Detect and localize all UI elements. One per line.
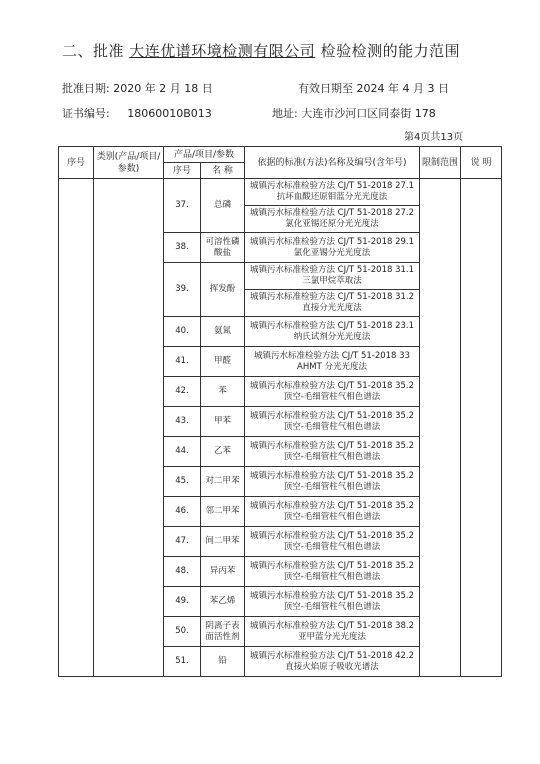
item-no: 46. (164, 497, 201, 527)
valid-until: 有效日期至 2024 年 4 月 3 日 (298, 82, 449, 95)
item-standard: 城镇污水标准检验方法 CJ/T 51-2018 31.1 三氯甲烷萃取法 (245, 263, 420, 290)
item-no: 38. (164, 233, 201, 263)
item-name: 铅 (201, 647, 245, 677)
approval-label: 批准日期: (62, 82, 110, 95)
item-no: 47. (164, 527, 201, 557)
item-standard: 城镇污水标准检验方法 CJ/T 51-2018 35.2 顶空-毛细管柱气相色谱法 (245, 467, 420, 497)
item-standard: 城镇污水标准检验方法 CJ/T 51-2018 35.2 顶空-毛细管柱气相色谱法 (245, 407, 420, 437)
item-standard: 城镇污水标准检验方法 CJ/T 51-2018 35.2 顶空-毛细管柱气相色谱法 (245, 557, 420, 587)
header-limit: 限制范围 (420, 147, 461, 179)
title-prefix: 二、批准 (62, 42, 125, 60)
table-body (59, 179, 502, 677)
capability-table (58, 146, 502, 677)
cert-line (62, 105, 212, 121)
row-category-cell (94, 179, 164, 677)
row-no-cell (59, 179, 94, 677)
header-no: 序号 (59, 147, 94, 179)
header-note: 说 明 (461, 147, 502, 179)
title-suffix: 检验检测的能力范围 (320, 42, 461, 60)
item-standard: 城镇污水标准检验方法 CJ/T 51-2018 35.2 顶空-毛细管柱气相色谱法 (245, 377, 420, 407)
table-row (59, 179, 502, 206)
item-no: 44. (164, 437, 201, 467)
item-standard: 城镇污水标准检验方法 CJ/T 51-2018 27.1 抗坏血酸还原钼蓝分光光度法 (245, 179, 420, 206)
item-no: 39. (164, 263, 201, 317)
item-name: 异丙苯 (201, 557, 245, 587)
item-no: 42. (164, 377, 201, 407)
note-cell (461, 179, 502, 677)
address: 地址: 大连市沙河口区同泰街 178 (272, 107, 436, 120)
header-sub-name: 名 称 (201, 163, 245, 179)
item-name: 可溶性磷酸盐 (201, 233, 245, 263)
item-standard: 城镇污水标准检验方法 CJ/T 51-2018 29.1 氯化亚锡分光光度法 (245, 233, 420, 263)
item-no: 49. (164, 587, 201, 617)
item-name: 阴离子表面活性剂 (201, 617, 245, 647)
item-no: 40. (164, 317, 201, 347)
item-standard: 城镇污水标准检验方法 CJ/T 51-2018 35.2 顶空-毛细管柱气相色谱法 (245, 437, 420, 467)
item-name: 氨氮 (201, 317, 245, 347)
item-no: 50. (164, 617, 201, 647)
item-name: 苯 (201, 377, 245, 407)
item-standard: 城镇污水标准检验方法 CJ/T 51-2018 31.2 直接分光光度法 (245, 290, 420, 317)
item-standard: 城镇污水标准检验方法 CJ/T 51-2018 23.1 纳氏试剂分光光度法 (245, 317, 420, 347)
item-standard: 城镇污水标准检验方法 CJ/T 51-2018 33 AHMT 分光光度法 (245, 347, 420, 377)
item-no: 45. (164, 467, 201, 497)
item-name: 苯乙烯 (201, 587, 245, 617)
item-standard: 城镇污水标准检验方法 CJ/T 51-2018 42.2 直接火焰原子吸收光谱法 (245, 647, 420, 677)
item-standard: 城镇污水标准检验方法 CJ/T 51-2018 38.2 亚甲蓝分光光度法 (245, 617, 420, 647)
item-no: 51. (164, 647, 201, 677)
item-name: 挥发酚 (201, 263, 245, 317)
item-standard: 城镇污水标准检验方法 CJ/T 51-2018 27.2 氯化亚锡还原分光光度法 (245, 206, 420, 233)
item-name: 邻二甲苯 (201, 497, 245, 527)
item-standard: 城镇污水标准检验方法 CJ/T 51-2018 35.2 顶空-毛细管柱气相色谱法 (245, 587, 420, 617)
item-no: 41. (164, 347, 201, 377)
header-sub-no: 序号 (164, 163, 201, 179)
item-name: 乙苯 (201, 437, 245, 467)
cert-label: 证书编号: (62, 107, 110, 120)
approval-date: 2020 年 2 月 18 日 (113, 82, 213, 95)
item-no: 37. (164, 179, 201, 233)
document-title (62, 40, 460, 61)
page-number: 第4页共13页 (404, 132, 464, 143)
item-standard: 城镇污水标准检验方法 CJ/T 51-2018 35.2 顶空-毛细管柱气相色谱法 (245, 527, 420, 557)
header-category: 类别(产品/项目/参数) (94, 147, 164, 179)
lab-name: 大连优谱环境检测有限公司 (129, 42, 316, 60)
item-name: 甲苯 (201, 407, 245, 437)
limit-cell (420, 179, 461, 677)
item-name: 对二甲苯 (201, 467, 245, 497)
item-name: 总磷 (201, 179, 245, 233)
header-standard: 依据的标准(方法)名称及编号(含年号) (245, 147, 420, 179)
item-name: 间二甲苯 (201, 527, 245, 557)
item-name: 甲醛 (201, 347, 245, 377)
item-no: 48. (164, 557, 201, 587)
header-item-group: 产品/项目/参数 (164, 147, 245, 163)
item-no: 43. (164, 407, 201, 437)
item-standard: 城镇污水标准检验方法 CJ/T 51-2018 35.2 顶空-毛细管柱气相色谱法 (245, 497, 420, 527)
approval-date-line (62, 80, 213, 96)
cert-number: 18060010B013 (127, 107, 212, 120)
